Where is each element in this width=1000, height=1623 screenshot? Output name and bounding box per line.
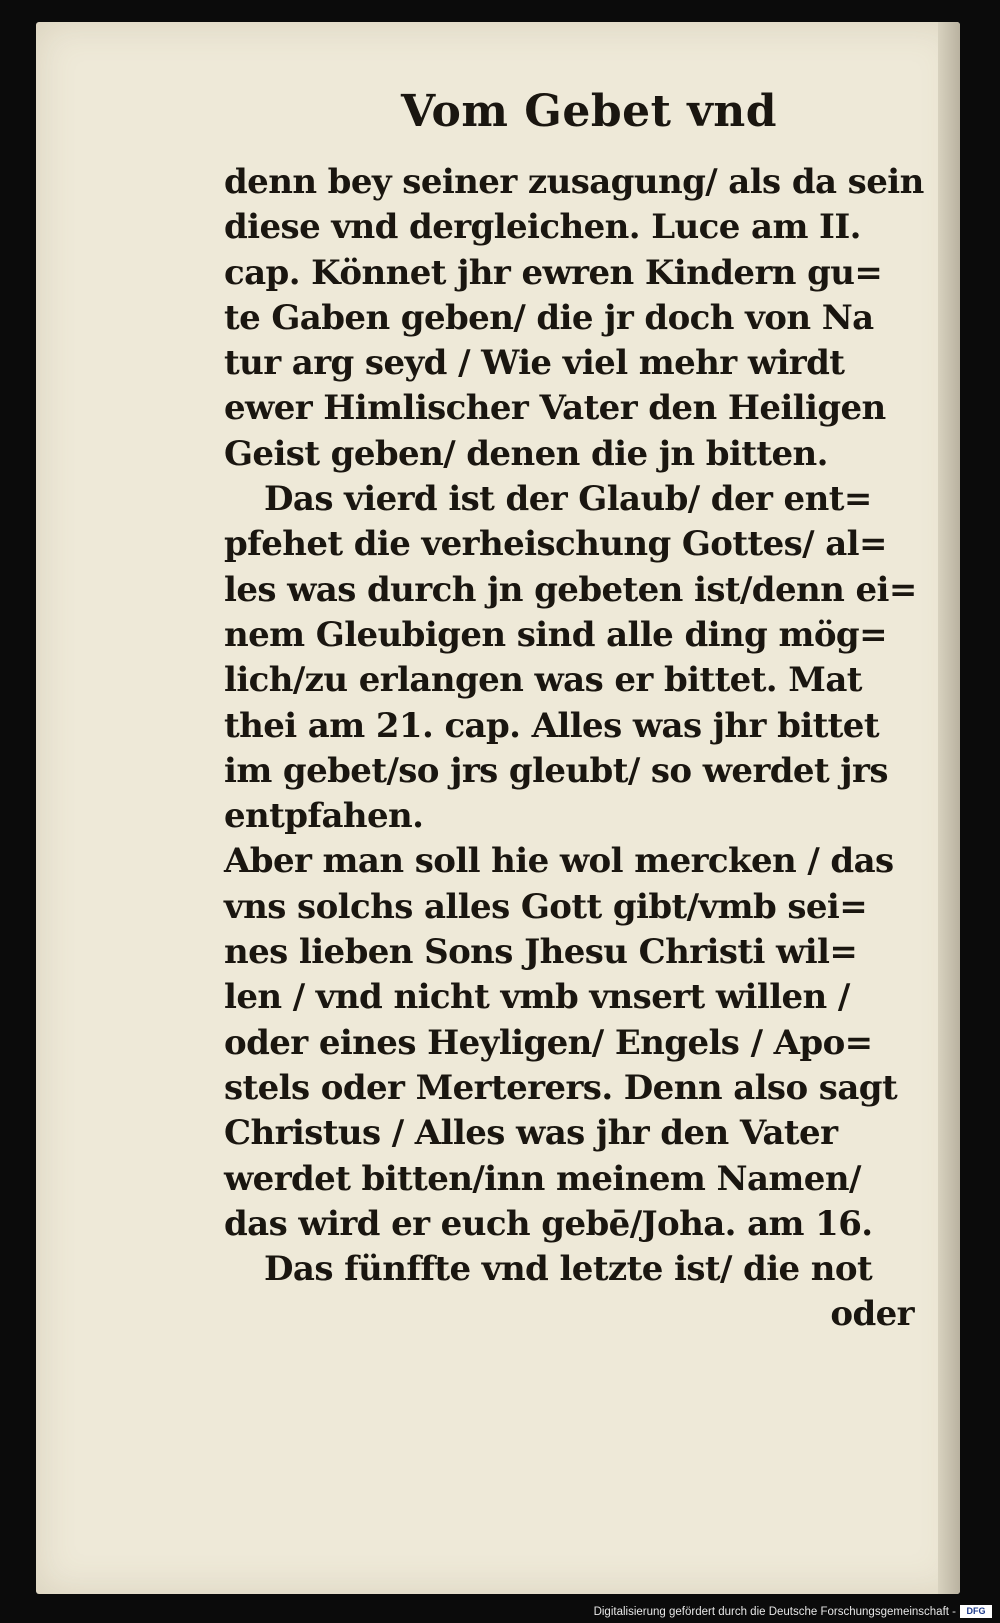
text-line: entpfahen. bbox=[224, 796, 424, 837]
text-line: Aber man soll hie wol mercken / das bbox=[224, 841, 894, 882]
text-line: Geist geben/ denen die jn bitten. bbox=[224, 433, 828, 474]
text-line: len / vnd nicht vmb vnsert willen / bbox=[224, 977, 850, 1018]
book-page bbox=[36, 22, 960, 1594]
text-lines bbox=[224, 160, 924, 1292]
text-line: thei am 21. cap. Alles was jhr bittet bbox=[224, 705, 879, 746]
text-line: pfehet die verheischung Gottes/ al= bbox=[224, 524, 887, 565]
dfg-logo-icon: DFG bbox=[960, 1605, 992, 1618]
text-line: oder eines Heyligen/ Engels / Apo= bbox=[224, 1022, 873, 1063]
text-line: nem Gleubigen sind alle ding mög= bbox=[224, 614, 887, 655]
text-line: das wird er euch gebē/Joha. am 16. bbox=[224, 1203, 873, 1244]
text-line: te Gaben geben/ die jr doch von Na bbox=[224, 297, 874, 338]
funding-credit: Digitalisierung gefördert durch die Deutsche Forschungsgemeinschaft - bbox=[593, 1606, 956, 1618]
text-block bbox=[224, 82, 924, 1338]
text-line: ewer Himlischer Vater den Heiligen bbox=[224, 388, 886, 429]
text-line: werdet bitten/inn meinem Namen/ bbox=[224, 1158, 861, 1199]
text-line: les was durch jn gebeten ist/denn ei= bbox=[224, 569, 917, 610]
text-line: cap. Könnet jhr ewren Kindern gu= bbox=[224, 252, 883, 293]
text-line: denn bey seiner zusagung/ als da sein bbox=[224, 162, 924, 202]
catchword: oder bbox=[830, 1294, 914, 1335]
page-gutter bbox=[938, 22, 960, 1594]
text-line: tur arg seyd / Wie viel mehr wirdt bbox=[224, 343, 845, 384]
text-line: nes lieben Sons Jhesu Christi wil= bbox=[224, 932, 858, 973]
text-line: lich/zu erlangen was er bittet. Mat bbox=[224, 660, 862, 701]
text-line: vns solchs alles Gott gibt/vmb sei= bbox=[224, 886, 868, 927]
running-header: Vom Gebet vnd bbox=[400, 86, 778, 137]
text-line: diese vnd dergleichen. Luce am II. bbox=[224, 207, 861, 248]
text-line: Das vierd ist der Glaub/ der ent= bbox=[264, 479, 872, 520]
text-line: Christus / Alles was jhr den Vater bbox=[224, 1113, 838, 1154]
text-line: im gebet/so jrs gleubt/ so werdet jrs bbox=[224, 750, 888, 791]
text-line: Das fünffte vnd letzte ist/ die not bbox=[264, 1249, 873, 1290]
footer-bar bbox=[0, 1599, 1000, 1623]
text-line: stels oder Merterers. Denn also sagt bbox=[224, 1067, 898, 1108]
